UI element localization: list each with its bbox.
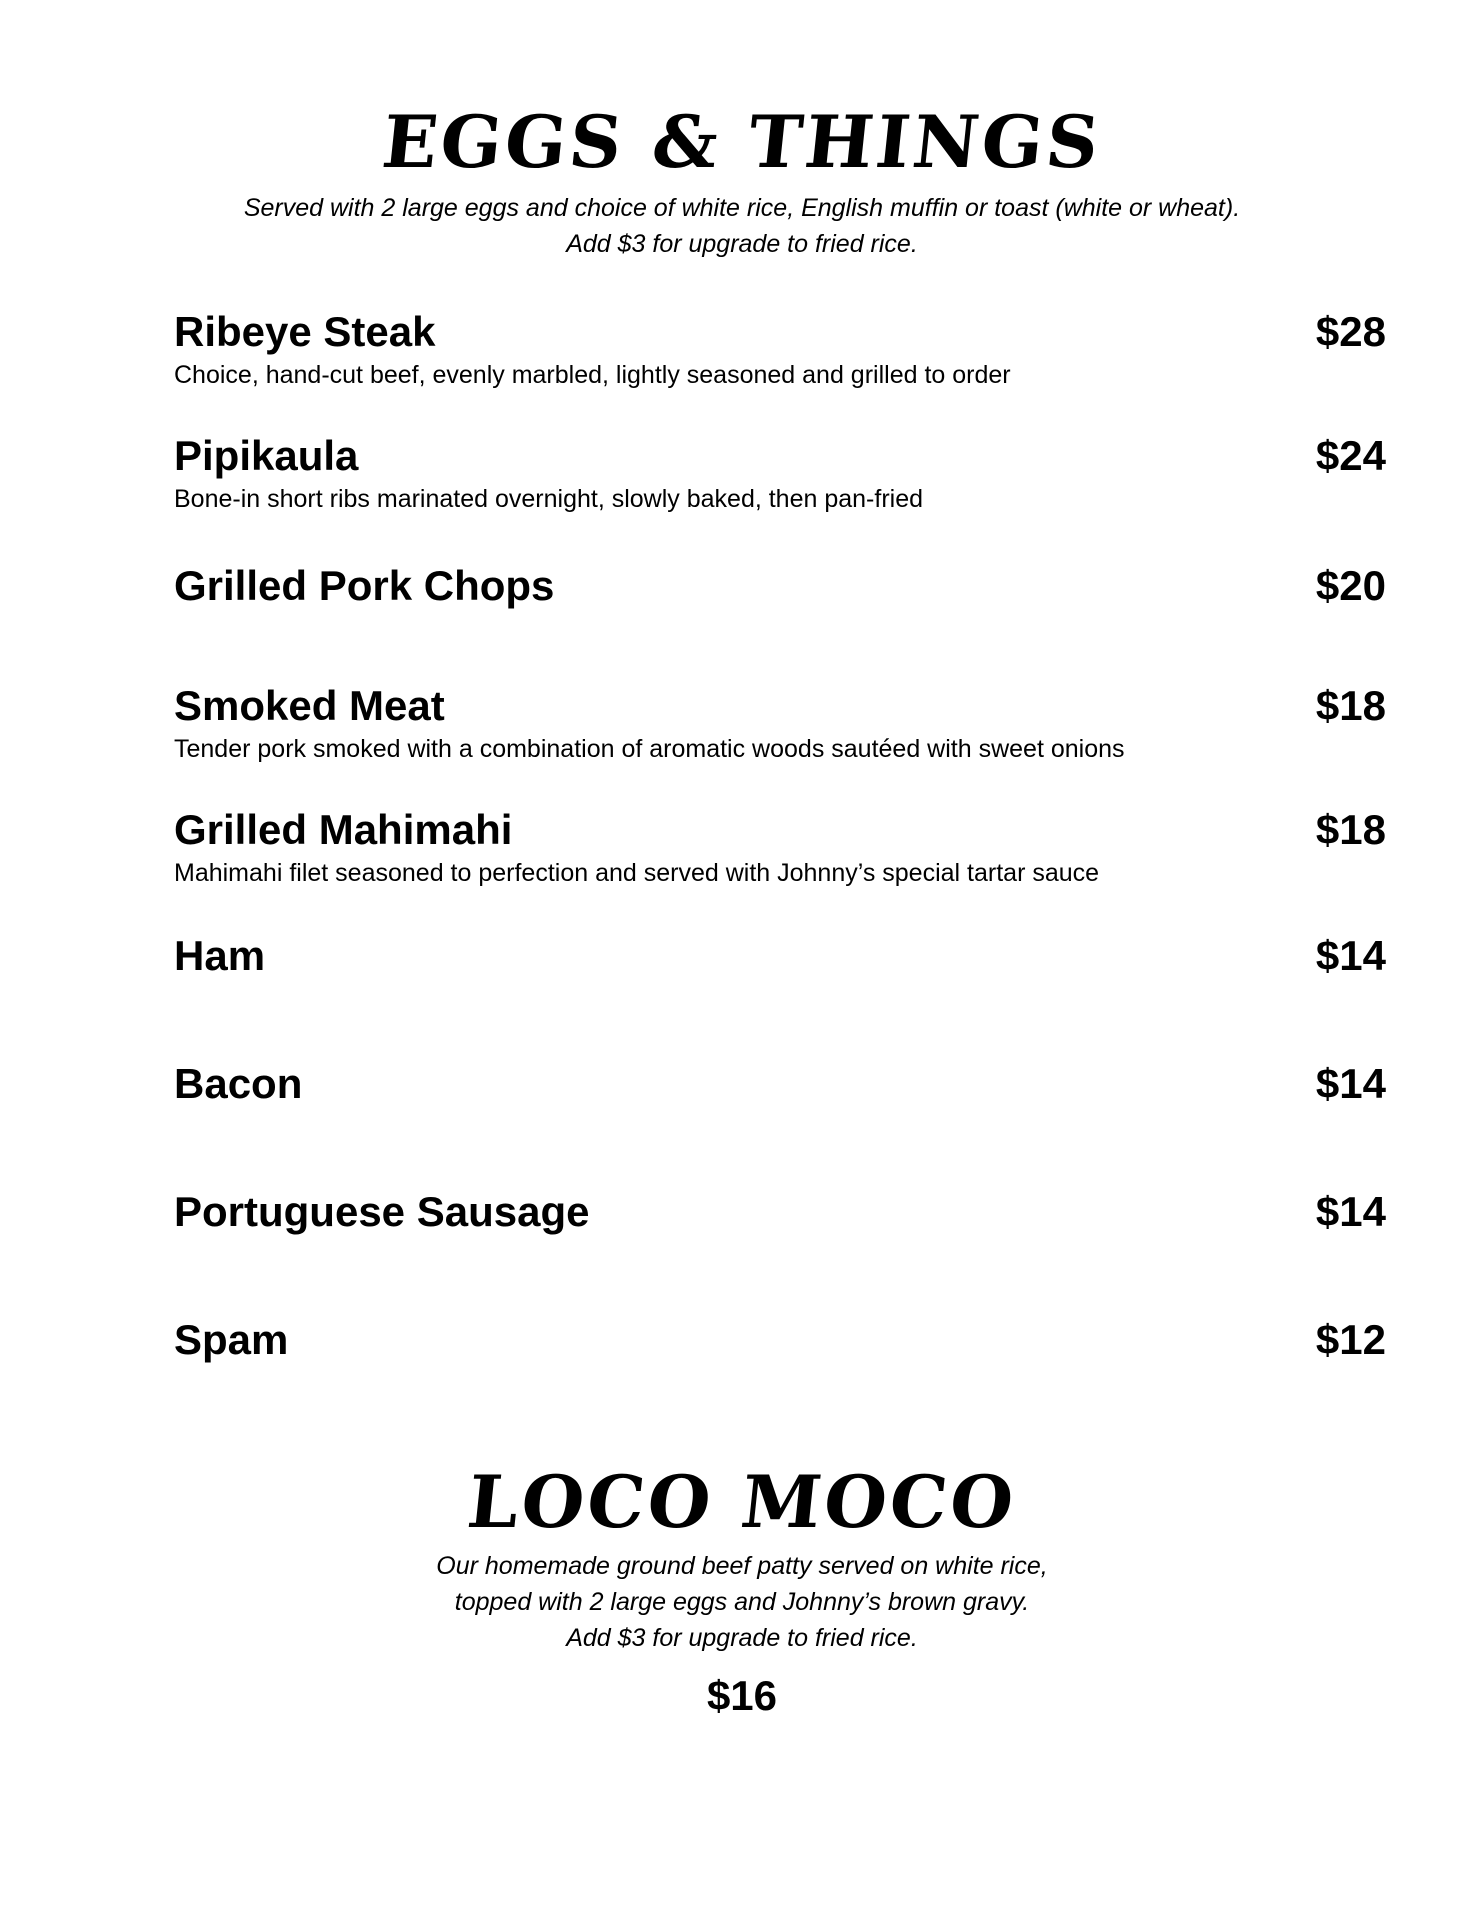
item-description: Bone-in short ribs marinated overnight, slowly baked, then pan-fried xyxy=(174,485,924,513)
eggs-intro-line-2: Add $3 for upgrade to fried rice. xyxy=(566,230,918,258)
loco-moco-section-title: LOCO MOCO xyxy=(463,1459,1021,1544)
item-price: $20 xyxy=(1315,562,1386,609)
item-name: Ribeye Steak xyxy=(174,308,436,355)
loco-moco-intro xyxy=(0,1548,1484,1656)
item-name: Pipikaula xyxy=(174,432,359,479)
item-name: Ham xyxy=(174,932,266,979)
loco-intro-line-2: topped with 2 large eggs and Johnny’s brown gravy. xyxy=(454,1588,1030,1616)
loco-moco-price: $16 xyxy=(706,1672,778,1719)
item-name: Grilled Mahimahi xyxy=(174,806,513,853)
menu-item-spam xyxy=(174,1316,1386,1406)
eggs-intro-line-1: Served with 2 large eggs and choice of white rice, English muffin or toast (white or wheat). xyxy=(243,194,1241,222)
item-price: $12 xyxy=(1315,1316,1386,1363)
item-price: $24 xyxy=(1315,432,1386,479)
item-name: Bacon xyxy=(174,1060,303,1107)
menu-item-ham xyxy=(174,932,1386,1022)
menu-item-portuguese-sausage xyxy=(174,1188,1386,1278)
item-description: Choice, hand-cut beef, evenly marbled, lightly seasoned and grilled to order xyxy=(174,361,1011,389)
eggs-section-intro xyxy=(0,190,1484,262)
item-name: Spam xyxy=(174,1316,289,1363)
menu-item-grilled-pork-chops xyxy=(174,562,1386,652)
item-description: Mahimahi filet seasoned to perfection and served with Johnny’s special tartar sauce xyxy=(174,859,1100,887)
eggs-section-title: EGGS & THINGS xyxy=(378,99,1106,184)
item-name: Portuguese Sausage xyxy=(174,1188,590,1235)
menu-item-smoked-meat xyxy=(174,682,1386,772)
item-name: Grilled Pork Chops xyxy=(174,562,555,609)
item-price: $14 xyxy=(1315,932,1386,979)
item-price: $14 xyxy=(1315,1060,1386,1107)
menu-item-ribeye-steak xyxy=(174,308,1386,398)
loco-intro-line-1: Our homemade ground beef patty served on white rice, xyxy=(436,1552,1048,1580)
item-name: Smoked Meat xyxy=(174,682,445,729)
menu-item-bacon xyxy=(174,1060,1386,1150)
item-price: $14 xyxy=(1315,1188,1386,1235)
item-price: $18 xyxy=(1315,806,1386,853)
menu-item-grilled-mahimahi xyxy=(174,806,1386,896)
item-price: $28 xyxy=(1315,308,1386,355)
loco-intro-line-3: Add $3 for upgrade to fried rice. xyxy=(566,1624,918,1652)
menu-item-pipikaula xyxy=(174,432,1386,522)
item-description: Tender pork smoked with a combination of aromatic woods sautéed with sweet onions xyxy=(174,735,1125,763)
item-price: $18 xyxy=(1315,682,1386,729)
